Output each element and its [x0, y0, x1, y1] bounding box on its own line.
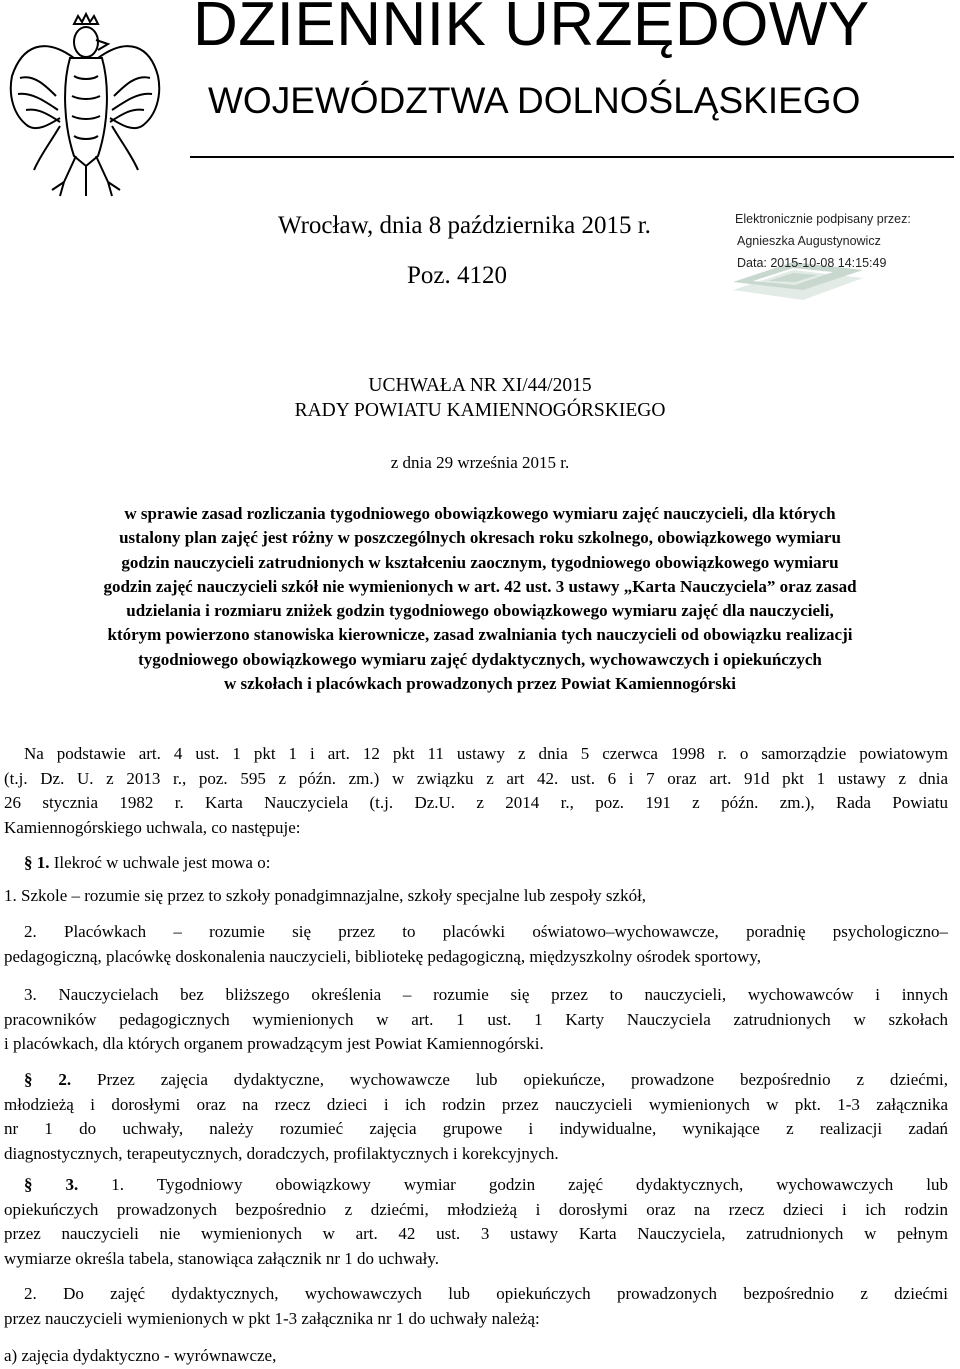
resolution-subject [8, 502, 952, 696]
journal-title: DZIENNIK URZĘDOWY [193, 0, 870, 59]
eagle-emblem [4, 6, 166, 202]
section-line: 2. Do zajęć dydaktycznych, wychowawczych lub opiekuńczych prowadzonych bezpośrednio z dziećmi [24, 1284, 948, 1303]
subject-line: w szkołach i placówkach prowadzonych przez Powiat Kamiennogórski [223, 674, 737, 694]
paragraph-3 [4, 1173, 948, 1272]
paragraph-1-text: Ilekroć w uchwale jest mowa o: [49, 853, 271, 872]
subject-line: tygodniowego obowiązkowego wymiaru zajęć dydaktycznych, wychowawczych i opiekuńczych [138, 649, 822, 669]
item-line: pedagogiczną, placówkę doskonalenia nauczycieli, bibliotekę pedagogiczną, międzyszkolny ośrodek sportowy, [4, 946, 762, 966]
definition-item-2 [4, 920, 948, 969]
item-line: i placówkach, dla których organem prowadzącym jest Powiat Kamiennogórski. [4, 1034, 544, 1054]
item-line: 1. Szkole – rozumie się przez to szkoły ponadgimnazjalne, szkoły specjalne lub zespoły szkół, [4, 886, 647, 905]
list-item-a [4, 1344, 948, 1369]
paragraph-3-section-2 [4, 1282, 948, 1331]
subject-line: godzin zajęć nauczycieli szkół nie wymienionych w art. 42 ust. 3 ustawy „Karta Nauczyciela” oraz zasad [103, 576, 857, 596]
section-line: przez nauczycieli wymienionych w pkt 1-3 załącznika nr 1 do uchwały należą: [4, 1308, 540, 1328]
definition-item-1 [4, 884, 948, 909]
subject-line: którym powierzono stanowiska kierownicze, zasad zwalniania tych nauczycieli od obowiązku realizacji [107, 625, 853, 645]
preamble-line: 26 stycznia 1982 r. Karta Nauczyciela (t.j. Dz.U. z 2014 r., poz. 191 z późn. zm.), Rada Powiatu [4, 793, 948, 813]
paragraph-2-text: Przez zajęcia dydaktyczne, wychowawcze lub opiekuńcze, prowadzone bezpośrednio z dziećmi, [71, 1070, 949, 1089]
definition-item-3 [4, 983, 948, 1057]
header-divider [190, 156, 954, 158]
paragraph-1 [4, 851, 948, 876]
item-line: 2. Placówkach – rozumie się przez to placówki oświatowo–wychowawcze, poradnię psychologiczno– [24, 922, 948, 941]
paragraph-3-mark: § 3. [24, 1175, 79, 1194]
paragraph-3-text: 1. Tygodniowy obowiązkowy wymiar godzin zajęć dydaktycznych, wychowawczych lub [78, 1175, 949, 1194]
item-line: 3. Nauczycielach bez bliższego określenia – rozumie się przez to nauczycieli, wychowawców i innych [24, 985, 948, 1004]
position-number: Poz. 4120 [407, 262, 507, 289]
list-item-a-text: a) zajęcia dydaktyczno - wyrównawcze, [4, 1346, 277, 1365]
paragraph-3-line: wymiarze określa tabela, stanowiąca załącznik nr 1 do uchwały. [4, 1249, 440, 1269]
signature-signer: Agnieszka Augustynowicz [737, 234, 881, 248]
publication-date: Wrocław, dnia 8 października 2015 r. [278, 212, 651, 239]
paragraph-3-line: przez nauczycieli nie wymienionych w art. 42 ust. 3 ustawy Karta Nauczyciela, zatrudnionych w pełnym [4, 1224, 948, 1244]
preamble [4, 742, 948, 841]
subject-line: godzin nauczycieli zatrudnionych w kształceniu zaocznym, tygodniowego obowiązkowego wymiaru [121, 552, 839, 572]
subject-line: udzielania i rozmiaru zniżek godzin tygodniowego obowiązkowego wymiaru zajęć dla nauczycieli, [126, 601, 834, 621]
paragraph-2-line: nr 1 do uchwały, należy rozumieć zajęcia grupowe i indywidualne, wynikające z realizacji zadań [4, 1119, 948, 1139]
electronic-signature [733, 212, 958, 302]
preamble-line: Kamiennogórskiego uchwala, co następuje: [4, 818, 301, 838]
paragraph-3-line: opiekuńczych prowadzonych bezpośrednio z dziećmi, młodzieżą i dorosłymi oraz na rzecz dzieci i ich rodzin [4, 1199, 948, 1219]
subject-line: ustalony plan zajęć jest różny w poszczególnych okresach roku szkolnego, obowiązkowego wymiaru [119, 528, 841, 548]
resolution-council: RADY POWIATU KAMIENNOGÓRSKIEGO [294, 400, 666, 421]
preamble-line: Na podstawie art. 4 ust. 1 pkt 1 i art. 12 pkt 11 ustawy z dnia 5 czerwca 1998 r. o samorządzie powiatowym [24, 744, 948, 763]
signature-date: Data: 2015-10-08 14:15:49 [737, 256, 887, 270]
paragraph-2-line: młodzieżą i dorosłymi oraz na rzecz dzieci i ich rodzin przez nauczycieli wymienionych w pkt. 1-3 załącznika [4, 1094, 948, 1114]
paragraph-1-mark: § 1. [24, 853, 50, 872]
journal-subtitle: WOJEWÓDZTWA DOLNOŚLĄSKIEGO [208, 80, 861, 121]
paragraph-2-mark: § 2. [24, 1070, 72, 1089]
paragraph-2-line: diagnostycznych, terapeutycznych, doradczych, profilaktycznych i korekcyjnych. [4, 1144, 559, 1164]
paragraph-2 [4, 1068, 948, 1167]
preamble-line: (t.j. Dz. U. z 2013 r., poz. 595 z późn. zm.) w związku z art 42. ust. 6 i 7 oraz art. 91d pkt 1 ustawy z dnia [4, 768, 948, 788]
subject-line: w sprawie zasad rozliczania tygodniowego obowiązkowego wymiaru zajęć nauczycieli, dla których [124, 504, 836, 523]
signature-line-1: Elektronicznie podpisany przez: [735, 212, 911, 226]
item-line: pracowników pedagogicznych wymienionych w art. 1 ust. 1 Karty Nauczyciela zatrudnionych w szkołach [4, 1009, 948, 1029]
resolution-date: z dnia 29 września 2015 r. [390, 453, 570, 472]
resolution-title: UCHWAŁA NR XI/44/2015 [368, 375, 592, 396]
